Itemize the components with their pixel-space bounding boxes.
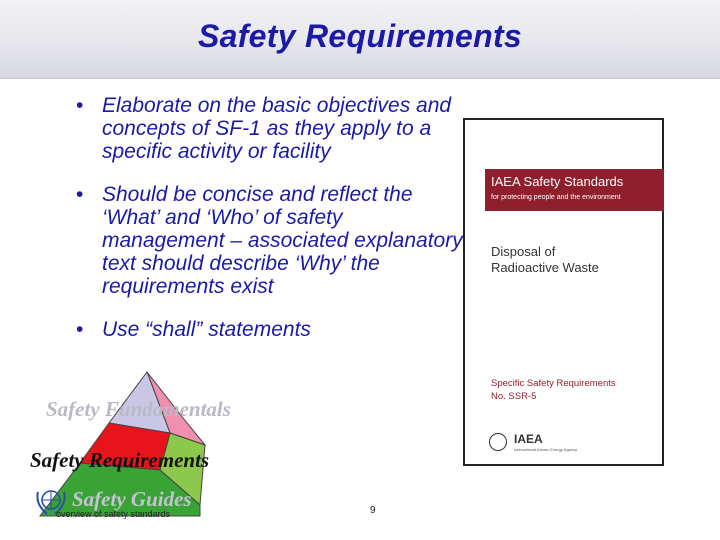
pyramid-label-fundamentals: Safety Fundamentals — [46, 397, 231, 421]
bullet-text: Use “shall” statements — [102, 318, 311, 341]
iaea-logo-subtext: International Atomic Energy Agency — [514, 447, 578, 452]
book-series-tagline: for protecting people and the environment — [491, 194, 621, 201]
bullet-marker: • — [76, 318, 84, 341]
footer-caption: overview of safety standards — [56, 509, 171, 519]
bullet-marker: • — [76, 183, 84, 206]
iaea-logo-text: IAEA — [514, 432, 543, 446]
bullet-text: Should be concise and reflect the ‘What’ and ‘Who’ of safety management – associated explanatory text should describe ‘Why’ the requirements exist — [102, 183, 463, 298]
book-category-line: Specific Safety Requirements — [491, 378, 616, 389]
book-series-title: IAEA Safety Standards — [491, 174, 624, 189]
pyramid-label-requirements: Safety Requirements — [30, 448, 210, 472]
bullet-marker: • — [76, 94, 84, 117]
bullet-text: Elaborate on the basic objectives and concepts of SF-1 as they apply to a specific activity or facility — [102, 94, 452, 163]
book-category-number: No. SSR-5 — [491, 391, 537, 402]
book-publication-line: Disposal of — [491, 244, 556, 259]
book-publication-line: Radioactive Waste — [491, 260, 599, 275]
pyramid-label-guides: Safety Guides — [72, 487, 192, 511]
page-number: 9 — [370, 505, 376, 516]
slide-title: Safety Requirements — [197, 18, 523, 54]
